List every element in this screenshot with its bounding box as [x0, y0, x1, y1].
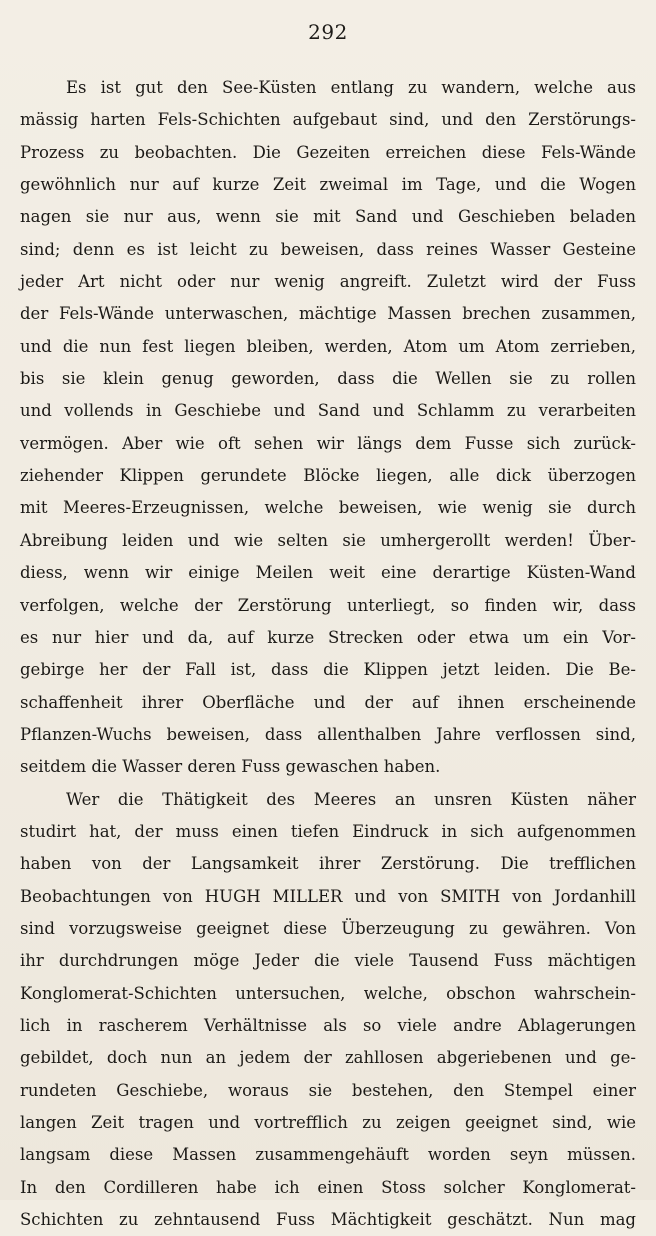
- text-line: mit Meeres-Erzeugnissen, welche beweisen, wie wenig sie durch: [20, 498, 636, 518]
- text-line: seitdem die Wasser deren Fuss gewaschen haben.: [20, 757, 441, 777]
- text-line: Prozess zu beobachten. Die Gezeiten erreichen diese Fels-Wände: [20, 142, 636, 162]
- text-line: sind vorzugsweise geeignet diese Überzeugung zu gewähren. Von: [20, 918, 636, 938]
- text-line: und vollends in Geschiebe und Sand und Schlamm zu verarbeiten: [20, 401, 636, 421]
- text-line: mässig harten Fels-Schichten aufgebaut sind, und den Zerstörungs-: [20, 110, 636, 130]
- text-line: Pflanzen-Wuchs beweisen, dass allenthalben Jahre verflossen sind,: [20, 724, 636, 744]
- text-line: Beobachtungen von HUGH MILLER und von SMITH von Jordanhill: [20, 886, 636, 906]
- text-line: gebildet, doch nun an jedem der zahllosen abgeriebenen und ge-: [20, 1048, 636, 1068]
- text-line: gewöhnlich nur auf kurze Zeit zweimal im Tage, und die Wogen: [20, 175, 636, 195]
- text-line: bis sie klein genug geworden, dass die Wellen sie zu rollen: [20, 369, 636, 389]
- text-line: rundeten Geschiebe, woraus sie bestehen, den Stempel einer: [20, 1080, 636, 1100]
- text-line: Wer die Thätigkeit des Meeres an unsren Küsten näher: [66, 789, 636, 809]
- text-line: Es ist gut den See-Küsten entlang zu wandern, welche aus: [66, 78, 636, 97]
- text-line: und die nun fest liegen bleiben, werden, Atom um Atom zerrieben,: [20, 336, 636, 356]
- text-line: nagen sie nur aus, wenn sie mit Sand und Geschieben beladen: [20, 207, 636, 227]
- text-line: In den Cordilleren habe ich einen Stoss solcher Konglomerat-: [20, 1177, 636, 1197]
- text-line: verfolgen, welche der Zerstörung unterliegt, so finden wir, dass: [20, 595, 636, 615]
- text-line: langen Zeit tragen und vortrefflich zu zeigen geeignet sind, wie: [20, 1113, 636, 1132]
- text-line: es nur hier und da, auf kurze Strecken oder etwa um ein Vor-: [20, 627, 636, 647]
- text-line: der Fels-Wände unterwaschen, mächtige Massen brechen zusammen,: [20, 304, 636, 324]
- text-line: ihr durchdrungen möge Jeder die viele Tausend Fuss mächtigen: [20, 951, 636, 971]
- text-line: haben von der Langsamkeit ihrer Zerstörung. Die trefflichen: [20, 854, 636, 874]
- text-line: jeder Art nicht oder nur wenig angreift. Zuletzt wird der Fuss: [20, 272, 636, 292]
- paragraph-2: [20, 784, 636, 1236]
- text-line: sind; denn es ist leicht zu beweisen, dass reines Wasser Gesteine: [20, 239, 636, 259]
- text-line: Schichten zu zehntausend Fuss Mächtigkeit geschätzt. Nun mag: [20, 1210, 636, 1230]
- text-line: vermögen. Aber wie oft sehen wir längs dem Fusse sich zurück-: [20, 433, 636, 453]
- text-line: langsam diese Massen zusammengehäuft worden seyn müssen.: [20, 1145, 636, 1165]
- text-line: Abreibung leiden und wie selten sie umhergerollt werden! Über-: [20, 530, 636, 550]
- text-line: gebirge her der Fall ist, dass die Klippen jetzt leiden. Die Be-: [20, 660, 636, 680]
- text-line: diess, wenn wir einige Meilen weit eine derartige Küsten-Wand: [20, 563, 636, 583]
- text-line: Konglomerat-Schichten untersuchen, welche, obschon wahrschein-: [20, 983, 636, 1003]
- text-line: studirt hat, der muss einen tiefen Eindruck in sich aufgenommen: [20, 821, 636, 841]
- body-text: [20, 72, 636, 1236]
- text-line: schaffenheit ihrer Oberfläche und der auf ihnen erscheinende: [20, 692, 636, 712]
- paragraph-1: [20, 72, 636, 784]
- page-number: 292: [308, 20, 348, 44]
- text-line: ziehender Klippen gerundete Blöcke liegen, alle dick überzogen: [20, 466, 636, 486]
- text-line: lich in rascherem Verhältnisse als so viele andre Ablagerungen: [20, 1015, 636, 1035]
